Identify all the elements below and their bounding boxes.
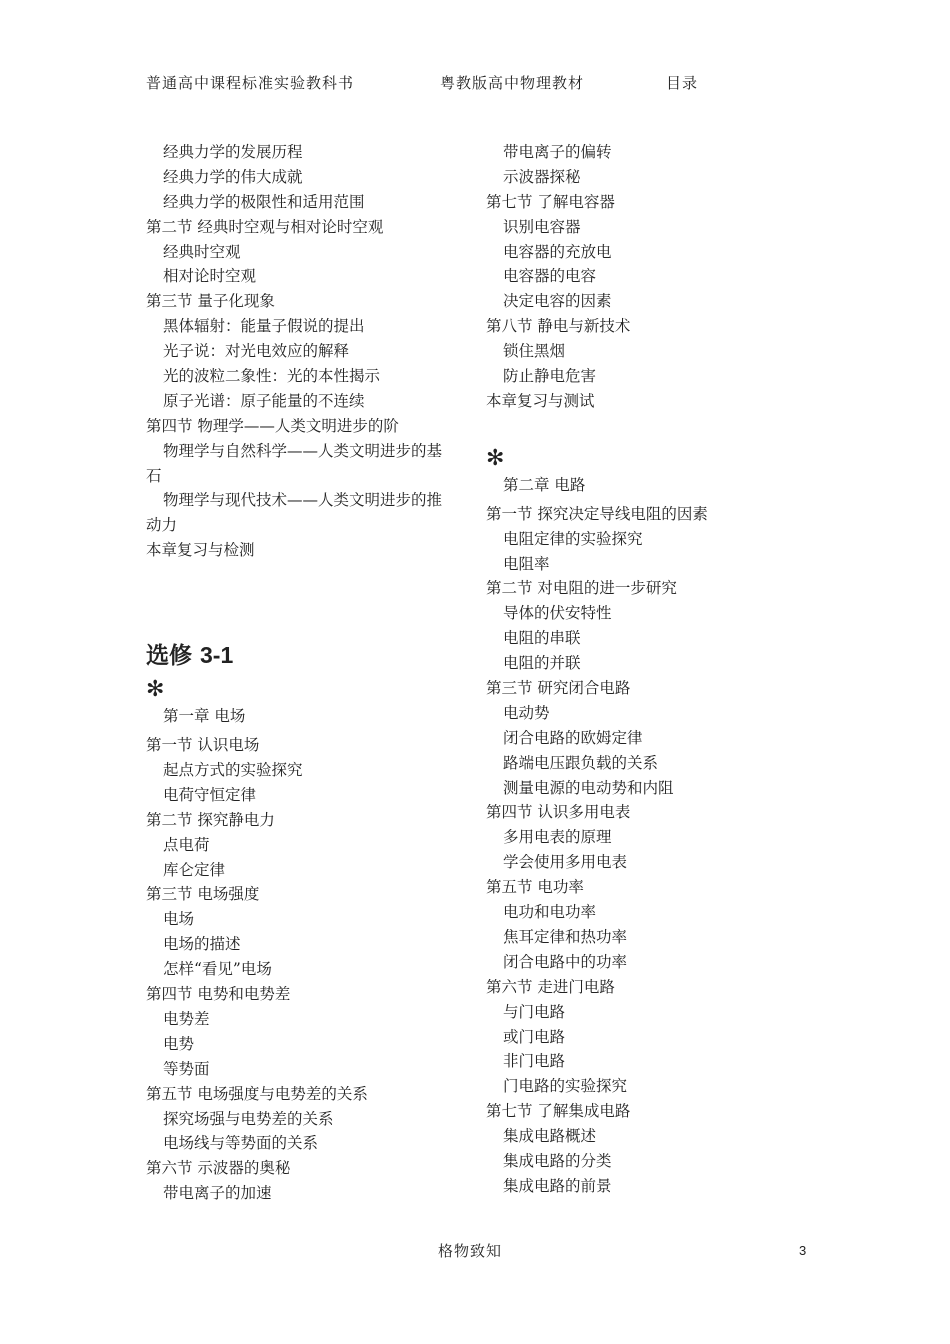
toc-section: 第四节 电势和电势差 [146, 985, 291, 1004]
left-column [146, 140, 476, 1206]
toc-subentry: 光子说：对光电效应的解释 [163, 342, 350, 361]
toc-subentry: 路端电压跟负载的关系 [503, 753, 659, 772]
toc-subentry: 防止静电危害 [503, 367, 597, 386]
toc-subentry: 电动势 [503, 703, 550, 722]
header-book-title: 普通高中课程标准实验教科书 [146, 74, 355, 92]
toc-section: 第三节 量子化现象 [146, 292, 275, 311]
right-bottom-list [486, 502, 786, 1199]
chapter-star-icon: ✻ [486, 445, 505, 471]
toc-subentry: 电阻定律的实验探究 [503, 529, 643, 548]
toc-section: 第一节 认识电场 [146, 736, 260, 755]
toc-section: 第一节 探究决定导线电阻的因素 [486, 504, 708, 523]
toc-subentry: 电阻的并联 [503, 654, 581, 673]
toc-subentry: 经典力学的发展历程 [163, 143, 303, 161]
toc-subentry: 电容器的充放电 [503, 242, 612, 261]
module-title [146, 633, 476, 677]
right-top-list [486, 140, 786, 414]
toc-subentry: 怎样“看见”电场 [163, 960, 272, 979]
toc-subentry: 电阻率 [503, 554, 550, 573]
toc-subentry: 电场的描述 [163, 935, 241, 954]
toc-subentry: 电场线与等势面的关系 [163, 1134, 319, 1153]
toc-section: 第三节 电场强度 [146, 885, 260, 904]
toc-subentry: 带电离子的加速 [163, 1184, 272, 1203]
chapter-star-icon: ✻ [146, 677, 165, 703]
toc-subentry: 集成电路的分类 [503, 1151, 612, 1170]
toc-subentry: 锁住黑烟 [503, 342, 566, 361]
left-bottom-list [146, 733, 476, 1206]
toc-subentry: 学会使用多用电表 [503, 853, 628, 872]
toc-subentry: 经典力学的极限性和适用范围 [163, 192, 365, 211]
toc-section: 第二节 经典时空观与相对论时空观 [146, 217, 384, 236]
toc-subentry: 与门电路 [503, 1002, 566, 1021]
toc-subentry: 经典时空观 [163, 242, 241, 261]
toc-subentry: 带电离子的偏转 [503, 143, 612, 161]
toc-subentry: 非门电路 [503, 1052, 566, 1071]
toc-subentry: 多用电表的原理 [503, 828, 612, 847]
toc-subentry: 电功和电功率 [503, 903, 597, 922]
toc-section: 第四节 认识多用电表 [486, 803, 631, 822]
toc-subentry: 库仑定律 [163, 860, 226, 879]
toc-subentry: 光的波粒二象性：光的本性揭示 [163, 367, 381, 386]
toc-subentry: 物理学与现代技术——人类文明进步的推 [163, 491, 443, 510]
toc-section: 第六节 走进门电路 [486, 977, 615, 996]
toc-subentry: 经典力学的伟大成就 [163, 167, 303, 186]
toc-section: 石 [146, 466, 162, 485]
toc-section: 第六节 示波器的奥秘 [146, 1159, 291, 1178]
toc-subentry: 电容器的电容 [503, 267, 597, 286]
toc-subentry: 起点方式的实验探究 [163, 761, 303, 780]
toc-section: 第二节 探究静电力 [146, 810, 275, 829]
toc-subentry: 电荷守恒定律 [163, 785, 257, 804]
header-subject: 粤教版高中物理教材 [440, 74, 585, 92]
chapter-heading: 第一章 电场 [163, 707, 246, 726]
toc-section: 动力 [146, 516, 178, 535]
toc-section: 第五节 电功率 [486, 878, 584, 897]
toc-subentry: 电场 [163, 910, 195, 929]
toc-subentry: 门电路的实验探究 [503, 1077, 628, 1096]
right-column [486, 140, 786, 1199]
toc-subentry: 焦耳定律和热功率 [503, 927, 628, 946]
toc-subentry: 电势 [163, 1034, 195, 1053]
toc-subentry: 导体的伏安特性 [503, 604, 612, 623]
toc-subentry: 电势差 [163, 1009, 210, 1028]
toc-subentry: 等势面 [163, 1059, 210, 1078]
toc-subentry: 或门电路 [503, 1027, 566, 1046]
toc-subentry: 探究场强与电势差的关系 [163, 1109, 334, 1128]
toc-subentry: 点电荷 [163, 835, 210, 854]
footer-motto: 格物致知 [438, 1242, 503, 1260]
toc-section: 第三节 研究闭合电路 [486, 679, 631, 698]
toc-subentry: 识别电容器 [503, 217, 581, 236]
toc-section: 本章复习与测试 [486, 391, 595, 410]
toc-subentry: 集成电路概述 [503, 1127, 597, 1146]
module-title-prefix: 选修 [146, 642, 201, 670]
toc-subentry: 集成电路的前景 [503, 1176, 612, 1195]
toc-section: 第七节 了解集成电路 [486, 1102, 631, 1121]
toc-subentry: 闭合电路中的功率 [503, 952, 628, 971]
toc-subentry: 黑体辐射：能量子假说的提出 [163, 317, 365, 336]
toc-subentry: 电阻的串联 [503, 629, 581, 648]
toc-subentry: 测量电源的电动势和内阻 [503, 778, 674, 797]
toc-section: 第二节 对电阻的进一步研究 [486, 579, 677, 598]
toc-subentry: 示波器探秘 [503, 167, 581, 186]
toc-section: 本章复习与检测 [146, 541, 255, 560]
toc-section: 第五节 电场强度与电势差的关系 [146, 1084, 368, 1103]
toc-section: 第七节 了解电容器 [486, 192, 615, 211]
page-number: 3 [799, 1243, 807, 1258]
left-top-list [146, 140, 476, 563]
toc-section: 第八节 静电与新技术 [486, 317, 631, 336]
chapter-heading: 第二章 电路 [503, 475, 586, 494]
toc-subentry: 相对论时空观 [163, 267, 257, 286]
toc-subentry: 闭合电路的欧姆定律 [503, 728, 643, 747]
module-title-number: 3-1 [200, 642, 234, 669]
toc-section: 第四节 物理学——人类文明进步的阶 [146, 416, 399, 435]
toc-subentry: 物理学与自然科学——人类文明进步的基 [163, 441, 443, 460]
toc-subentry: 原子光谱：原子能量的不连续 [163, 391, 365, 410]
header-contents-label: 目录 [666, 74, 699, 92]
toc-subentry: 决定电容的因素 [503, 292, 612, 311]
